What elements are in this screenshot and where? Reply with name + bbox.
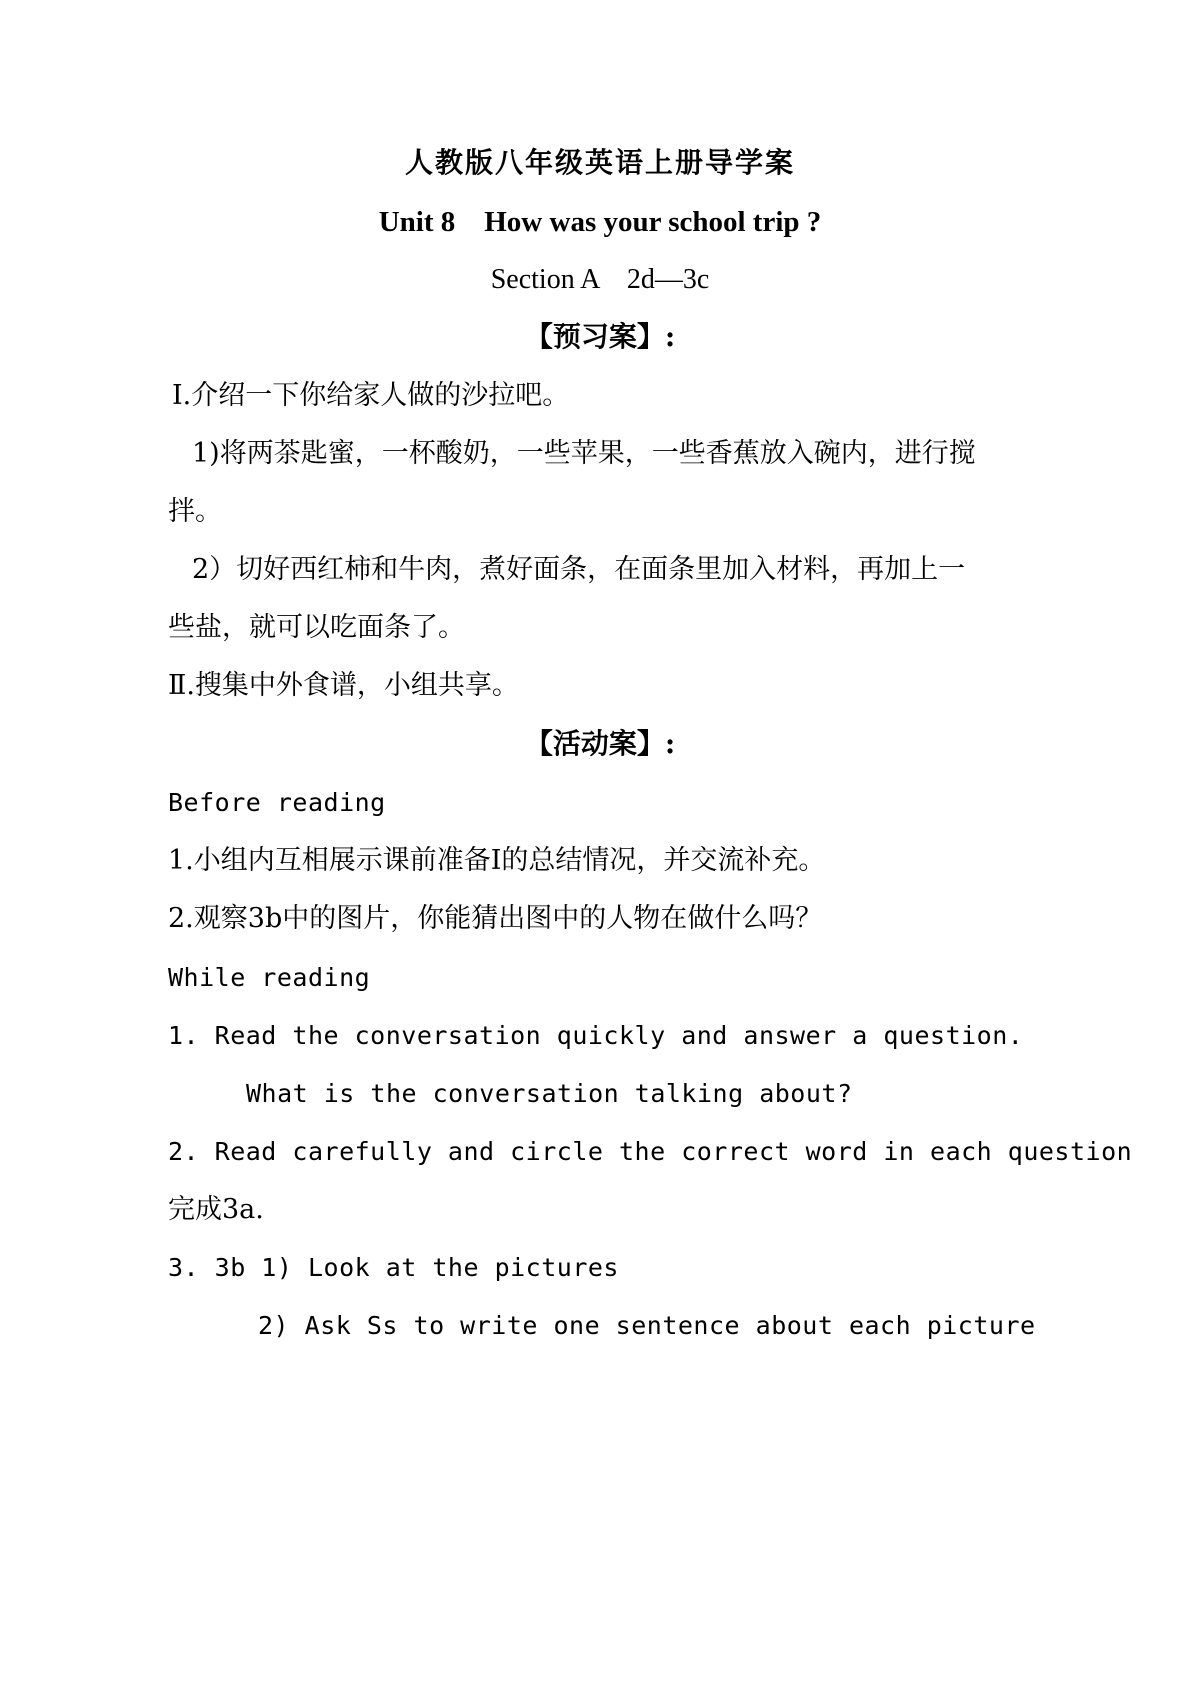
- preview-step-1-line-1: 1)将两茶匙蜜，一杯酸奶，一些苹果，一些香蕉放入碗内，进行搅: [192, 438, 976, 469]
- activity-heading: 【活动案】:: [524, 727, 676, 760]
- preview-item-1: Ⅰ.介绍一下你给家人做的沙拉吧。: [172, 380, 570, 411]
- unit-title: Unit 8 How was your school trip ?: [378, 206, 822, 238]
- preview-step-1-line-2: 拌。: [168, 496, 222, 527]
- preview-item-2: Ⅱ.搜集中外食谱，小组共享。: [168, 670, 519, 701]
- while-reading-item-1-question: What is the conversation talking about?: [246, 1079, 853, 1108]
- before-reading-heading: Before reading: [168, 788, 386, 817]
- preview-step-2-line-2: 些盐，就可以吃面条了。: [168, 612, 465, 643]
- document-title: 人教版八年级英语上册导学案: [404, 146, 795, 179]
- while-reading-item-3: 3. 3b 1) Look at the pictures: [168, 1253, 619, 1282]
- before-reading-item-1: 1.小组内互相展示课前准备Ⅰ的总结情况，并交流补充。: [168, 845, 826, 876]
- while-reading-item-1: 1. Read the conversation quickly and answer a question.: [168, 1021, 1024, 1050]
- preview-step-2-line-1: 2）切好西红柿和牛肉，煮好面条，在面条里加入材料，再加上一: [192, 554, 966, 585]
- while-reading-heading: While reading: [168, 963, 371, 992]
- before-reading-item-2: 2.观察3b中的图片，你能猜出图中的人物在做什么吗？: [168, 903, 823, 934]
- preview-heading: 【预习案】:: [524, 320, 676, 353]
- section-title: Section A 2d—3c: [490, 264, 710, 295]
- while-reading-item-3-sub-2: 2) Ask Ss to write one sentence about each picture: [258, 1311, 1036, 1340]
- while-reading-item-2-line-1: 2. Read carefully and circle the correct word in each question: [168, 1137, 1133, 1166]
- while-reading-item-2-line-2: 完成3a.: [168, 1194, 264, 1225]
